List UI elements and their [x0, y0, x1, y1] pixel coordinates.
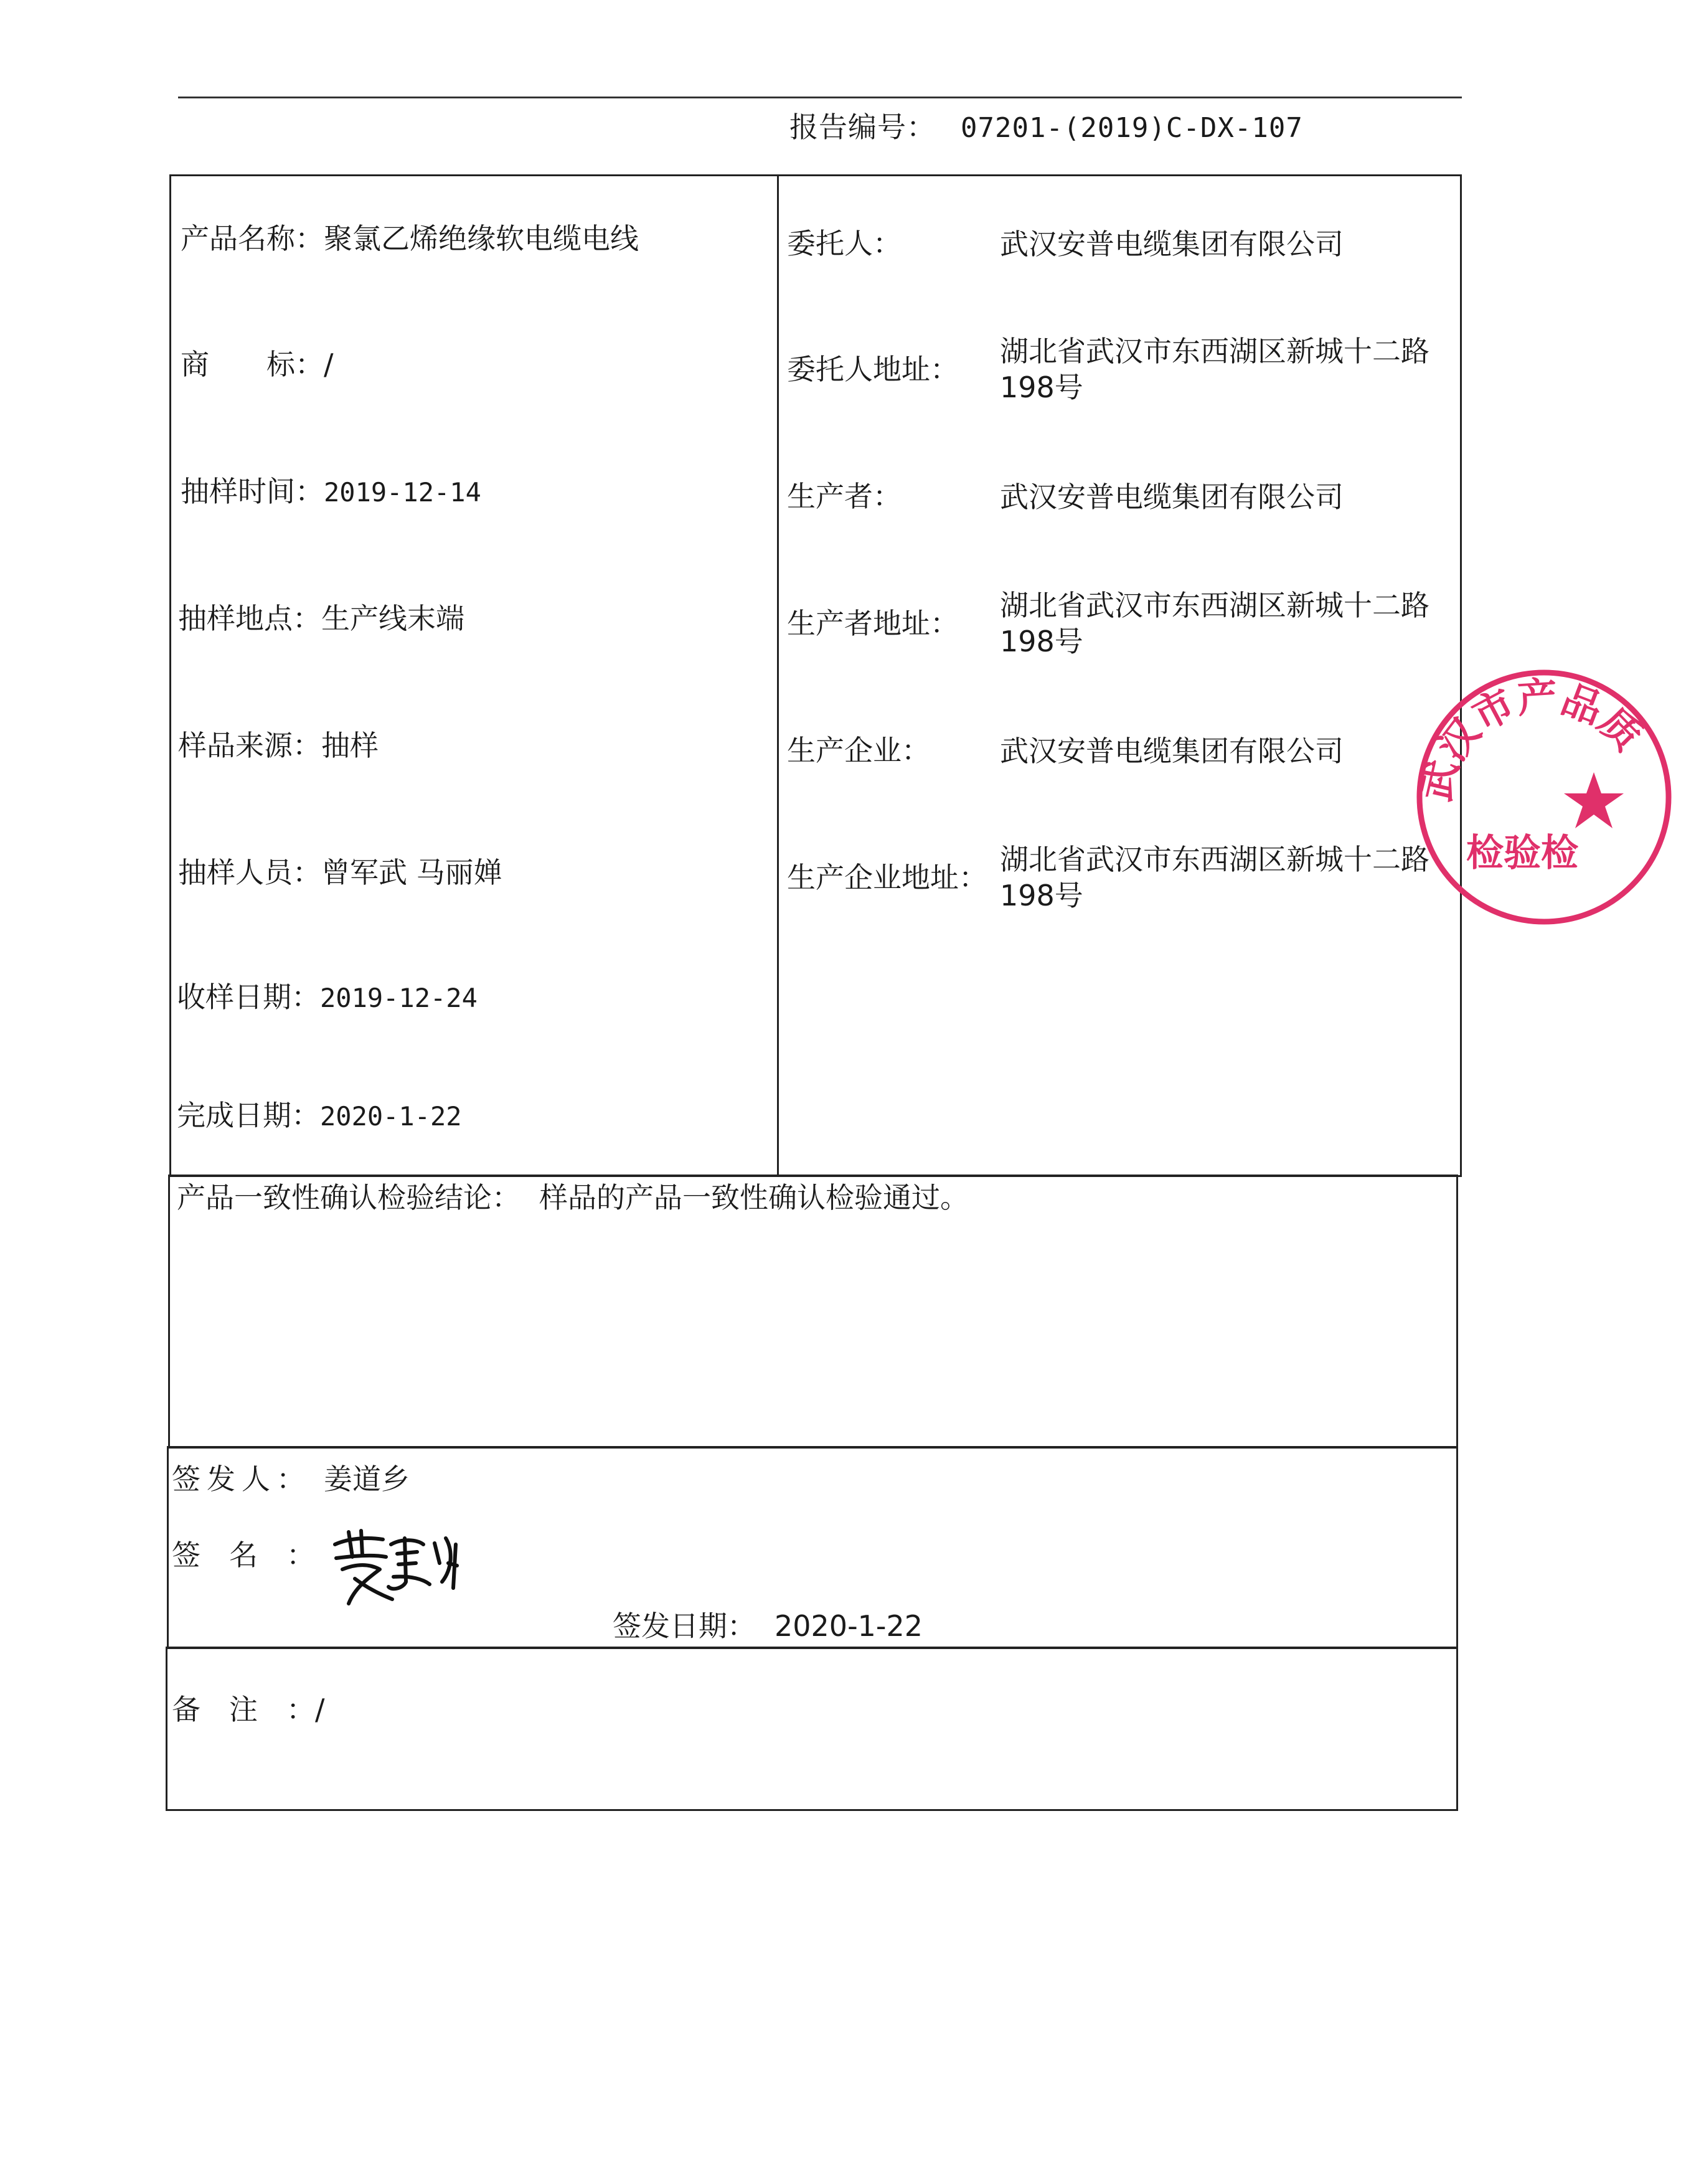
conclusion-value: 样品的产品一致性确认检验通过。 — [539, 1181, 969, 1214]
signature-label: 签 名 ： — [172, 1538, 315, 1572]
issue-date-label: 签发日期： — [613, 1609, 756, 1643]
field-receipt-date: 收样日期：2019-12-24 — [177, 980, 478, 1014]
issue-date — [613, 1609, 923, 1643]
official-seal-stamp — [1407, 660, 1681, 934]
conclusion-label: 产品一致性确认检验结论： — [177, 1181, 520, 1214]
conclusion — [177, 1181, 969, 1215]
label-client-address: 委托人地址： — [787, 352, 959, 386]
seal-text-bottom: 检验检 — [1466, 831, 1578, 875]
field-sampling-location: 抽样地点：生产线末端 — [178, 602, 464, 635]
issuer — [172, 1462, 410, 1496]
remark-box — [166, 1647, 1458, 1811]
info-table-divider — [777, 176, 779, 1176]
remark-label: 备 注 ： — [172, 1693, 315, 1726]
field-trademark: 商 标：/ — [181, 347, 334, 381]
report-number-label: 报告编号： — [789, 110, 936, 144]
label-client: 委托人： — [787, 227, 902, 260]
field-product-name: 产品名称：聚氯乙烯绝缘软电缆电线 — [181, 222, 639, 255]
issuer-name: 姜道乡 — [324, 1462, 410, 1496]
seal-text-top: 武汉市产品质 — [1413, 673, 1651, 806]
remark — [172, 1693, 325, 1727]
seal-star-icon — [1564, 772, 1624, 828]
field-sampling-staff: 抽样人员：曾军武 马丽婵 — [178, 856, 502, 889]
issuer-label: 签发人： — [172, 1462, 311, 1496]
top-rule — [178, 97, 1462, 98]
value-producer-address: 湖北省武汉市东西湖区新城十二路198号 — [1000, 589, 1429, 658]
field-sampling-time: 抽样时间：2019-12-14 — [181, 475, 481, 508]
value-client: 武汉安普电缆集团有限公司 — [1000, 227, 1344, 261]
value-producer: 武汉安普电缆集团有限公司 — [1000, 480, 1344, 514]
label-producer: 生产者： — [787, 480, 902, 513]
label-manufacturer-address: 生产企业地址： — [787, 861, 987, 894]
value-manufacturer-address: 湖北省武汉市东西湖区新城十二路198号 — [1000, 843, 1429, 912]
report-number-value: 07201-(2019)C-DX-107 — [961, 112, 1303, 144]
label-manufacturer: 生产企业： — [787, 734, 930, 767]
conclusion-box — [168, 1175, 1458, 1449]
value-manufacturer: 武汉安普电缆集团有限公司 — [1000, 734, 1344, 768]
field-sample-source: 样品来源：抽样 — [178, 729, 379, 762]
issue-date-value: 2020-1-22 — [775, 1609, 923, 1643]
info-table — [169, 174, 1462, 1177]
field-completion-date: 完成日期：2020-1-22 — [177, 1099, 462, 1132]
report-number — [789, 105, 1303, 146]
value-client-address: 湖北省武汉市东西湖区新城十二路198号 — [1000, 334, 1429, 404]
label-producer-address: 生产者地址： — [787, 607, 959, 640]
remark-value: / — [315, 1693, 325, 1726]
handwritten-signature — [324, 1520, 467, 1613]
